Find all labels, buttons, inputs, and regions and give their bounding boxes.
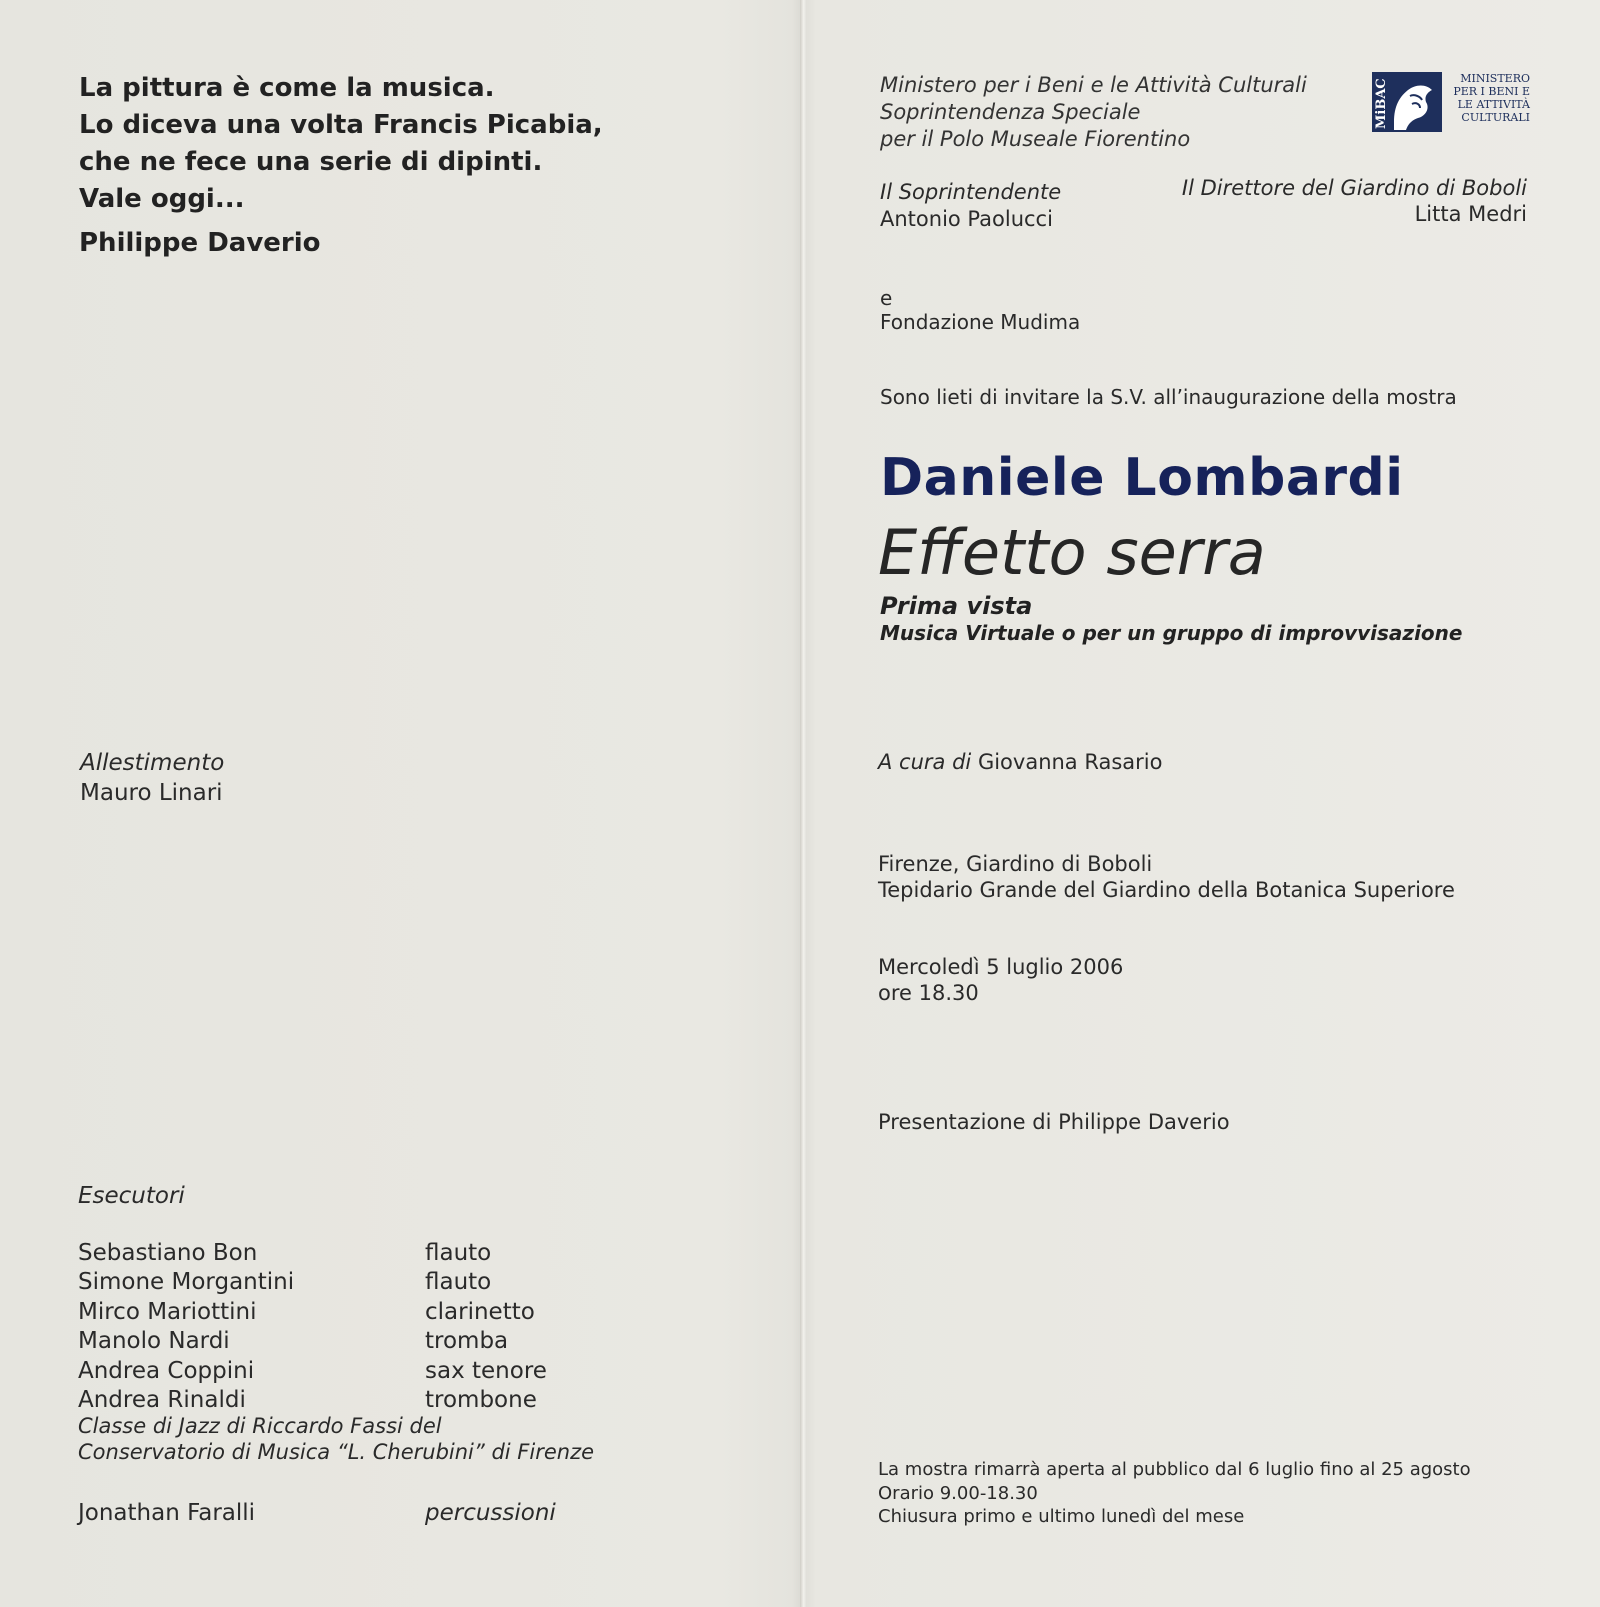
direttore-name: Litta Medri xyxy=(1414,202,1527,226)
venue-detail: Tepidario Grande del Giardino della Botanica Superiore xyxy=(878,878,1455,902)
foundation-name: Fondazione Mudima xyxy=(880,310,1081,334)
event-time: ore 18.30 xyxy=(878,981,979,1005)
performer-name: Andrea Coppini xyxy=(78,1357,255,1384)
venue-city: Firenze, Giardino di Boboli xyxy=(878,852,1153,876)
exhibition-subtitle: Prima vista xyxy=(880,592,1033,620)
card-fold xyxy=(800,0,806,1607)
curator-name: Giovanna Rasario xyxy=(977,750,1163,774)
conjunction: e xyxy=(880,286,893,310)
performer-instrument: flauto xyxy=(425,1269,492,1296)
exhibition-title: Effetto serra xyxy=(878,516,1266,589)
logo-text-line: MINISTERO xyxy=(1460,72,1530,85)
artist-name: Daniele Lombardi xyxy=(880,448,1404,508)
info-line: La mostra rimarrà aperta al pubblico dal 6 luglio fino al 25 agosto xyxy=(878,1459,1471,1480)
mibac-logo xyxy=(1372,72,1442,132)
performer-row xyxy=(78,1386,547,1415)
percussion-name: Jonathan Faralli xyxy=(78,1500,256,1526)
conservatorio-line: Conservatorio di Musica “L. Cherubini” di Firenze xyxy=(78,1440,595,1464)
soprintendente-name: Antonio Paolucci xyxy=(880,207,1053,231)
logo-mark-text: MiBAC xyxy=(1374,78,1389,129)
quote-author: Philippe Daverio xyxy=(79,228,321,258)
quote-line: Vale oggi... xyxy=(79,184,245,214)
performer-row xyxy=(78,1298,547,1327)
ministry-line: Soprintendenza Speciale xyxy=(880,100,1141,124)
quote-line: Lo diceva una volta Francis Picabia, xyxy=(79,110,603,140)
percussion-instrument: percussioni xyxy=(425,1500,556,1526)
allestimento-name: Mauro Linari xyxy=(80,780,223,806)
event-date: Mercoledì 5 luglio 2006 xyxy=(878,955,1124,979)
quote-line: che ne fece una serie di dipinti. xyxy=(79,147,543,177)
logo-text xyxy=(1442,72,1530,124)
curator-line xyxy=(878,750,1162,774)
performer-name: Manolo Nardi xyxy=(78,1328,230,1355)
performer-instrument: sax tenore xyxy=(425,1357,547,1384)
presentation-credit: Presentazione di Philippe Daverio xyxy=(878,1110,1230,1134)
direttore-title: Il Direttore del Giardino di Boboli xyxy=(1181,176,1527,200)
soprintendente-title: Il Soprintendente xyxy=(880,180,1062,204)
conservatorio-note xyxy=(78,1413,594,1465)
quote-line: La pittura è come la musica. xyxy=(79,73,495,103)
performer-row xyxy=(78,1357,547,1386)
performer-instrument: clarinetto xyxy=(425,1298,535,1325)
performer-name: Simone Morgantini xyxy=(78,1269,295,1296)
performer-instrument: trombone xyxy=(425,1386,537,1413)
invitation-text: Sono lieti di invitare la S.V. all’inaugurazione della mostra xyxy=(880,385,1457,409)
performer-name: Andrea Rinaldi xyxy=(78,1386,246,1413)
performer-instrument: tromba xyxy=(425,1328,509,1355)
performer-instrument: flauto xyxy=(425,1240,492,1266)
ministry-header xyxy=(880,72,1307,153)
performer-row xyxy=(78,1327,547,1356)
logo-text-line: CULTURALI xyxy=(1461,111,1530,124)
performers-list xyxy=(78,1239,547,1415)
curator-label: A cura di xyxy=(878,750,972,774)
opening-info xyxy=(878,1458,1471,1529)
logo-text-line: LE ATTIVITÀ xyxy=(1457,98,1530,111)
info-line: Chiusura primo e ultimo lunedì del mese xyxy=(878,1506,1245,1527)
quote xyxy=(79,70,603,218)
info-line: Orario 9.00-18.30 xyxy=(878,1482,1038,1504)
performer-row xyxy=(78,1239,547,1268)
esecutori-label: Esecutori xyxy=(78,1183,185,1209)
allestimento-label: Allestimento xyxy=(80,750,225,776)
ministry-line: per il Polo Museale Fiorentino xyxy=(880,127,1191,151)
exhibition-subtitle-detail: Musica Virtuale o per un gruppo di improvvisazione xyxy=(880,621,1463,645)
performer-name: Mirco Mariottini xyxy=(78,1298,257,1325)
performer-name: Sebastiano Bon xyxy=(78,1240,258,1266)
performer-row xyxy=(78,1268,547,1297)
conservatorio-line: Classe di Jazz di Riccardo Fassi del xyxy=(78,1414,442,1438)
logo-text-line: PER I BENI E xyxy=(1453,85,1530,98)
ministry-line: Ministero per i Beni e le Attività Culturali xyxy=(880,73,1307,97)
